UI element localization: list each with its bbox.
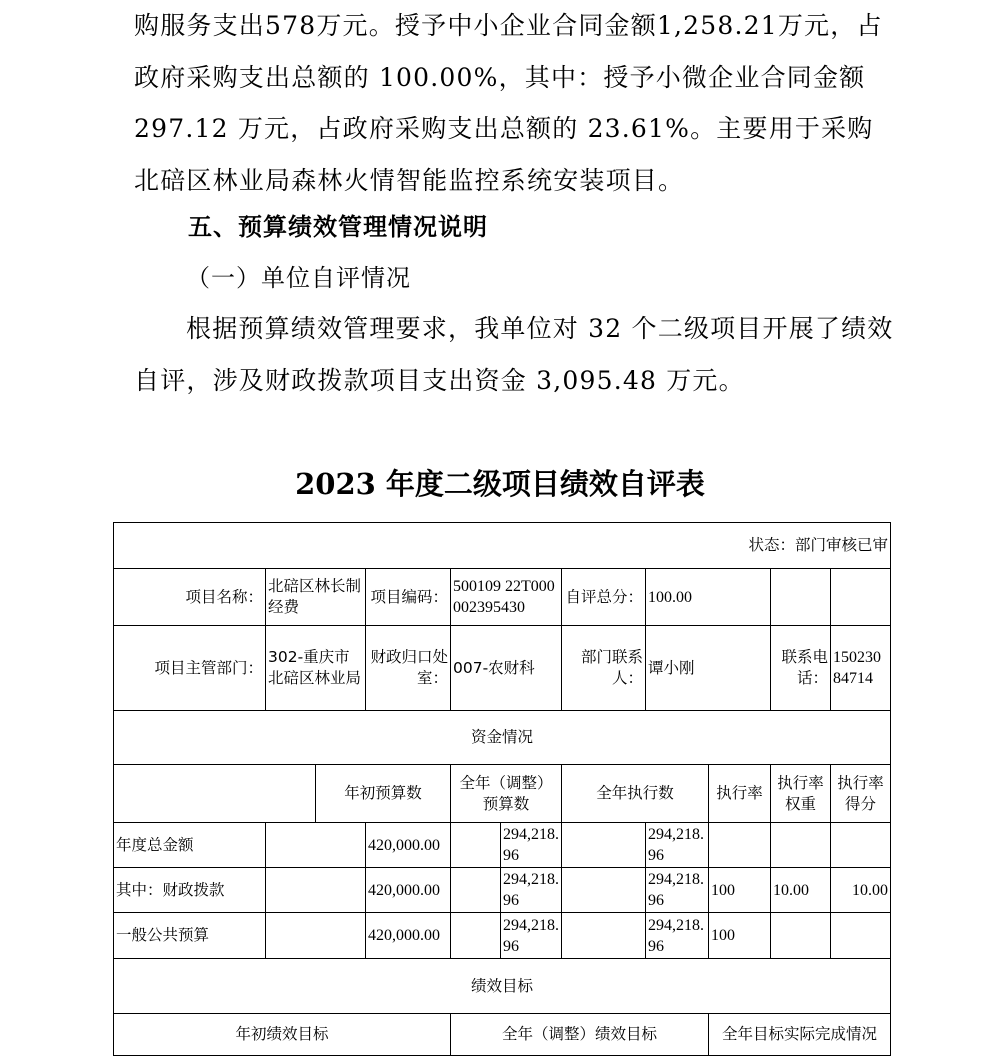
phone-value: 15023084714 — [831, 626, 891, 711]
status-text: 状态：部门审核已审 — [114, 523, 891, 569]
empty-cell — [562, 868, 646, 913]
project-name-row — [114, 569, 891, 626]
col-rate-score: 执行率得分 — [831, 765, 891, 823]
perf-heading-row — [114, 959, 891, 1014]
body-paragraph-self-evaluation: 根据预算绩效管理要求，我单位对 32 个二级项目开展了绩效自评，涉及财政拨款项目支出资金 3,095.48 万元。 — [134, 314, 894, 395]
empty-cell — [266, 913, 366, 959]
section-heading: 五、预算绩效管理情况说明 — [188, 213, 488, 241]
project-name-value: 北碚区林长制经费 — [266, 569, 366, 626]
contact-label: 部门联系人： — [562, 626, 646, 711]
office-value: 007-农财科 — [451, 626, 562, 711]
dept-label: 项目主管部门： — [114, 626, 266, 711]
fund-executed: 294,218.96 — [646, 913, 709, 959]
col-initial-perf-target: 年初绩效目标 — [114, 1014, 451, 1056]
col-execution-rate: 执行率 — [709, 765, 771, 823]
empty-cell — [831, 569, 891, 626]
table-row — [114, 868, 891, 913]
status-row — [114, 523, 891, 569]
fund-score: 10.00 — [831, 868, 891, 913]
table-title: 2023 年度二级项目绩效自评表 — [295, 467, 705, 501]
dept-value: 302-重庆市北碚区林业局 — [266, 626, 366, 711]
fund-score — [831, 913, 891, 959]
fund-weight — [771, 913, 831, 959]
perf-heading: 绩效目标 — [114, 959, 891, 1014]
col-initial-budget: 年初预算数 — [316, 765, 451, 823]
fund-rate: 100 — [709, 868, 771, 913]
empty-cell — [562, 823, 646, 868]
phone-label: 联系电话： — [771, 626, 831, 711]
empty-cell — [771, 569, 831, 626]
empty-cell — [451, 913, 501, 959]
fund-row-label: 其中：财政拨款 — [114, 868, 266, 913]
fund-score — [831, 823, 891, 868]
table-row — [114, 823, 891, 868]
score-label: 自评总分： — [562, 569, 646, 626]
empty-cell — [451, 823, 501, 868]
funds-heading: 资金情况 — [114, 711, 891, 765]
fund-adjusted: 294,218.96 — [501, 868, 562, 913]
empty-cell — [114, 765, 316, 823]
empty-cell — [562, 913, 646, 959]
self-evaluation-table — [113, 522, 891, 1056]
fund-weight — [771, 823, 831, 868]
col-actual-completion: 全年目标实际完成情况 — [709, 1014, 891, 1056]
empty-cell — [266, 823, 366, 868]
fund-adjusted: 294,218.96 — [501, 823, 562, 868]
fund-executed: 294,218.96 — [646, 868, 709, 913]
col-rate-weight: 执行率权重 — [771, 765, 831, 823]
project-code-label: 项目编码： — [366, 569, 451, 626]
fund-row-label: 一般公共预算 — [114, 913, 266, 959]
subsection-heading: （一）单位自评情况 — [186, 264, 411, 292]
fund-initial: 420,000.00 — [366, 823, 451, 868]
score-value: 100.00 — [646, 569, 771, 626]
fund-rate: 100 — [709, 913, 771, 959]
fund-initial: 420,000.00 — [366, 913, 451, 959]
fund-rate — [709, 823, 771, 868]
project-code-value: 500109 22T000002395430 — [451, 569, 562, 626]
col-adjusted-budget: 全年（调整）预算数 — [451, 765, 562, 823]
fund-row-label: 年度总金额 — [114, 823, 266, 868]
department-row — [114, 626, 891, 711]
body-paragraph-procurement: 购服务支出578万元。授予中小企业合同金额1,258.21万元，占政府采购支出总额的 100.00%，其中：授予小微企业合同金额297.12 万元，占政府采购支出总额的 23.61%。主要用于采购北碚区林业局森林火情智能监控系统安装项目。 — [134, 11, 883, 195]
col-executed: 全年执行数 — [562, 765, 709, 823]
office-label: 财政归口处室： — [366, 626, 451, 711]
col-adjusted-perf-target: 全年（调整）绩效目标 — [451, 1014, 709, 1056]
empty-cell — [266, 868, 366, 913]
fund-adjusted: 294,218.96 — [501, 913, 562, 959]
funds-heading-row — [114, 711, 891, 765]
perf-column-headers — [114, 1014, 891, 1056]
project-name-label: 项目名称： — [114, 569, 266, 626]
fund-initial: 420,000.00 — [366, 868, 451, 913]
empty-cell — [451, 868, 501, 913]
contact-value: 谭小刚 — [646, 626, 771, 711]
table-row — [114, 913, 891, 959]
fund-executed: 294,218.96 — [646, 823, 709, 868]
fund-weight: 10.00 — [771, 868, 831, 913]
funds-column-headers — [114, 765, 891, 823]
